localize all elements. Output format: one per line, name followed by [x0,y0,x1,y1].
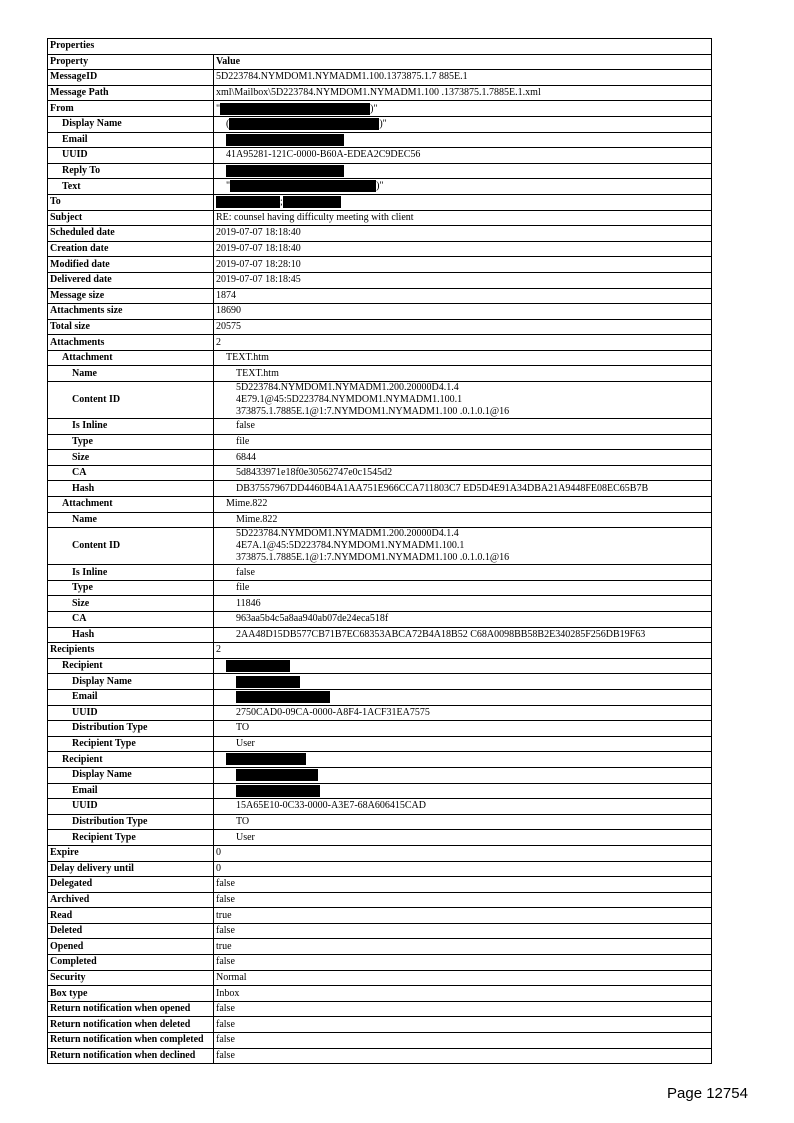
value-text-suffix: )" [379,118,387,130]
redaction-block [226,165,344,177]
property-value [214,986,712,1002]
property-name: Email [48,132,214,148]
table-row [48,226,712,242]
property-value [214,210,712,226]
table-row [48,434,712,450]
table-row [48,163,712,179]
value-text: TO [236,722,250,734]
redaction-block [236,769,318,781]
property-name: Return notification when opened [48,1001,214,1017]
value-text: DB37557967DD4460B4A1AA751E966CCA711803C7 ED5D4E91A34DBA21A9448FE08EC65B7B [236,482,649,494]
property-name: Delegated [48,877,214,893]
property-name: Return notification when completed [48,1033,214,1049]
property-name: Scheduled date [48,226,214,242]
value-text: Mime.822 [226,498,268,510]
property-name: Name [48,512,214,528]
table-row [48,210,712,226]
properties-table [47,38,712,1064]
property-value [214,939,712,955]
property-value [214,319,712,335]
table-row [48,272,712,288]
table-row [48,241,712,257]
value-text-suffix: )" [376,180,384,192]
table-row [48,335,712,351]
value-text: true [216,940,232,952]
value-text: false [216,878,235,890]
table-row [48,382,712,419]
property-name: Hash [48,627,214,643]
table-row [48,101,712,117]
table-row [48,304,712,320]
value-text: false [216,1003,235,1015]
property-value [214,132,712,148]
header-row [48,54,712,70]
table-row [48,939,712,955]
table-title: Properties [48,39,712,55]
property-value [214,814,712,830]
table-row [48,736,712,752]
property-name: Security [48,970,214,986]
property-value [214,450,712,466]
value-text: false [216,1018,235,1030]
property-name: Type [48,580,214,596]
property-name: Message size [48,288,214,304]
value-text: TO [236,816,250,828]
property-value [214,674,712,690]
table-row [48,705,712,721]
property-name: Recipient Type [48,830,214,846]
value-text: Normal [216,971,247,983]
property-value [214,689,712,705]
value-text: " [216,102,221,114]
table-row [48,194,712,210]
value-text: 2019-07-07 18:18:40 [216,243,301,255]
property-value [214,434,712,450]
property-name: Text [48,179,214,195]
property-name: Completed [48,955,214,971]
table-row [48,116,712,132]
property-name: Return notification when deleted [48,1017,214,1033]
property-name: Return notification when declined [48,1048,214,1064]
table-row [48,783,712,799]
property-name: Recipient [48,752,214,768]
table-row [48,767,712,783]
property-value [214,1001,712,1017]
property-name: Box type [48,986,214,1002]
value-text: 6844 [236,451,256,463]
property-name: Distribution Type [48,721,214,737]
property-value [214,767,712,783]
value-text: 1874 [216,289,236,301]
value-text: 2 [216,644,221,656]
value-text: false [236,566,255,578]
value-text: RE: counsel having difficulty meeting with client [216,211,414,223]
value-text: 0 [216,847,221,859]
table-row [48,877,712,893]
table-row [48,257,712,273]
property-value [214,272,712,288]
property-name: Type [48,434,214,450]
table-row [48,861,712,877]
property-value [214,612,712,628]
property-value [214,908,712,924]
value-text: false [216,956,235,968]
table-row [48,481,712,497]
property-name: Total size [48,319,214,335]
table-row [48,148,712,164]
value-text: 2019-07-07 18:18:45 [216,274,301,286]
value-text: false [216,1034,235,1046]
table-row [48,674,712,690]
property-name: Attachment [48,497,214,513]
redaction-block [236,691,330,703]
table-row [48,612,712,628]
property-value [214,1033,712,1049]
property-value [214,970,712,986]
property-value [214,497,712,513]
value-text: 2750CAD0-09CA-0000-A8F4-1ACF31EA7575 [236,706,430,718]
table-row [48,1017,712,1033]
value-text-line: 4E79.1@45:5D223784.NYMDOM1.NYMADM1.100.1 [236,394,463,406]
property-value [214,580,712,596]
property-value [214,481,712,497]
property-name: Size [48,596,214,612]
property-name: Attachments size [48,304,214,320]
value-text: 18690 [216,305,241,317]
title-row [48,39,712,55]
property-value [214,101,712,117]
table-row [48,689,712,705]
property-value [214,288,712,304]
table-row [48,70,712,86]
property-name: Recipient Type [48,736,214,752]
value-text: false [236,420,255,432]
table-row [48,288,712,304]
property-value [214,877,712,893]
property-value [214,752,712,768]
property-value [214,861,712,877]
value-text: 5D223784.NYMDOM1.NYMADM1.100.1373875.1.7 885E.1 [216,71,468,83]
table-row [48,596,712,612]
table-row [48,1048,712,1064]
value-text: User [236,831,255,843]
value-text: 0 [216,862,221,874]
property-value [214,923,712,939]
property-value [214,70,712,86]
table-row [48,845,712,861]
property-value [214,241,712,257]
redaction-block [216,196,280,208]
value-text: 2 [216,336,221,348]
property-name: UUID [48,799,214,815]
value-text: User [236,738,255,750]
table-row [48,752,712,768]
property-name: From [48,101,214,117]
value-text-line: 373875.1.7885E.1@1:7.NYMDOM1.NYMADM1.100 .0.1.0.1@16 [236,552,510,564]
table-row [48,1001,712,1017]
property-value [214,736,712,752]
value-text: 963aa5b4c5a8aa940ab07de24eca518f [236,613,389,625]
value-text: 20575 [216,320,241,332]
table-row [48,923,712,939]
header-property: Property [48,54,214,70]
property-value [214,1017,712,1033]
value-text: TEXT.htm [226,352,269,364]
value-text: TEXT.htm [236,367,279,379]
table-row [48,450,712,466]
property-name: Delay delivery until [48,861,214,877]
table-row [48,658,712,674]
property-value [214,892,712,908]
redaction-block [229,118,379,130]
table-row [48,132,712,148]
property-value [214,627,712,643]
value-text: false [216,893,235,905]
property-name: Email [48,783,214,799]
table-row [48,892,712,908]
table-row [48,350,712,366]
table-row [48,366,712,382]
property-name: Recipient [48,658,214,674]
table-row [48,512,712,528]
value-text: " [226,180,231,192]
value-text: 2019-07-07 18:18:40 [216,227,301,239]
value-text: 41A95281-121C-0000-B60A-EDEA2C9DEC56 [226,149,421,161]
property-name: Recipients [48,643,214,659]
property-value [214,596,712,612]
property-value [214,1048,712,1064]
property-name: CA [48,465,214,481]
property-name: Reply To [48,163,214,179]
header-value: Value [214,54,712,70]
property-name: To [48,194,214,210]
value-text: 5D223784.NYMDOM1.NYMADM1.200.20000D4.1.4 [236,528,459,540]
table-row [48,179,712,195]
value-text: 11846 [236,597,261,609]
property-name: Attachment [48,350,214,366]
value-text-line: 4E7A.1@45:5D223784.NYMDOM1.NYMADM1.100.1 [236,540,465,552]
property-name: Modified date [48,257,214,273]
property-value [214,565,712,581]
property-name: Size [48,450,214,466]
property-value [214,783,712,799]
value-text: xml\Mailbox\5D223784.NYMDOM1.NYMADM1.100 .1373875.1.7885E.1.xml [216,87,541,99]
table-row [48,419,712,435]
table-row [48,721,712,737]
property-value [214,465,712,481]
table-row [48,814,712,830]
value-text: 2019-07-07 18:28:10 [216,258,301,270]
property-name: Deleted [48,923,214,939]
property-name: Is Inline [48,419,214,435]
property-value [214,955,712,971]
value-text-suffix: ; [280,196,283,208]
redaction-block [226,753,306,765]
value-text: Inbox [216,987,240,999]
redaction-block [220,103,370,115]
table-row [48,986,712,1002]
property-name: Archived [48,892,214,908]
value-text: 2AA48D15DB577CB71B7EC68353ABCA72B4A18B52 C68A0098BB58B2E340285F256DB19F63 [236,628,646,640]
redaction-block [236,785,320,797]
property-value [214,335,712,351]
property-value [214,658,712,674]
property-value [214,830,712,846]
property-value [214,643,712,659]
table-row [48,319,712,335]
value-text: false [216,1049,235,1061]
redaction-block [236,676,300,688]
property-name: Email [48,689,214,705]
table-row [48,830,712,846]
table-row [48,528,712,565]
table-row [48,908,712,924]
value-text: file [236,582,250,594]
value-text: false [216,925,235,937]
property-name: Attachments [48,335,214,351]
property-name: MessageID [48,70,214,86]
value-text: Mime.822 [236,513,278,525]
value-text: 5d8433971e18f0e30562747e0c1545d2 [236,467,393,479]
property-value [214,116,712,132]
property-name: Display Name [48,767,214,783]
table-row [48,497,712,513]
property-name: Expire [48,845,214,861]
property-value [214,512,712,528]
property-value [214,528,712,565]
value-text: true [216,909,232,921]
table-row [48,465,712,481]
property-value [214,194,712,210]
properties-body [48,39,712,1064]
table-row [48,627,712,643]
table-row [48,580,712,596]
table-row [48,565,712,581]
property-name: Display Name [48,674,214,690]
value-text-suffix: )" [370,102,378,114]
value-text: 5D223784.NYMDOM1.NYMADM1.200.20000D4.1.4 [236,382,459,394]
property-name: Opened [48,939,214,955]
property-name: Hash [48,481,214,497]
property-value [214,845,712,861]
property-name: Message Path [48,85,214,101]
redaction-block [226,660,290,672]
property-value [214,366,712,382]
property-name: UUID [48,705,214,721]
redaction-block [226,134,344,146]
property-value [214,721,712,737]
property-value [214,179,712,195]
property-value [214,705,712,721]
value-text: 15A65E10-0C33-0000-A3E7-68A606415CAD [236,800,426,812]
property-value [214,350,712,366]
redaction-block [230,180,376,192]
property-value [214,304,712,320]
value-text: ( [226,118,230,130]
property-value [214,85,712,101]
property-name: Content ID [48,382,214,419]
table-row [48,643,712,659]
property-name: UUID [48,148,214,164]
page-number: Page 12754 [667,1085,748,1102]
property-value [214,257,712,273]
property-value [214,148,712,164]
table-row [48,970,712,986]
property-value [214,226,712,242]
property-name: CA [48,612,214,628]
table-row [48,85,712,101]
value-text-line: 373875.1.7885E.1@1:7.NYMDOM1.NYMADM1.100 .0.1.0.1@16 [236,406,510,418]
table-row [48,799,712,815]
property-value [214,163,712,179]
property-name: Subject [48,210,214,226]
redaction-block [283,196,341,208]
property-value [214,419,712,435]
property-name: Name [48,366,214,382]
property-name: Is Inline [48,565,214,581]
property-name: Delivered date [48,272,214,288]
property-name: Read [48,908,214,924]
property-name: Display Name [48,116,214,132]
property-name: Creation date [48,241,214,257]
property-name: Distribution Type [48,814,214,830]
property-name: Content ID [48,528,214,565]
property-value [214,382,712,419]
value-text: file [236,435,250,447]
table-row [48,955,712,971]
table-row [48,1033,712,1049]
property-value [214,799,712,815]
